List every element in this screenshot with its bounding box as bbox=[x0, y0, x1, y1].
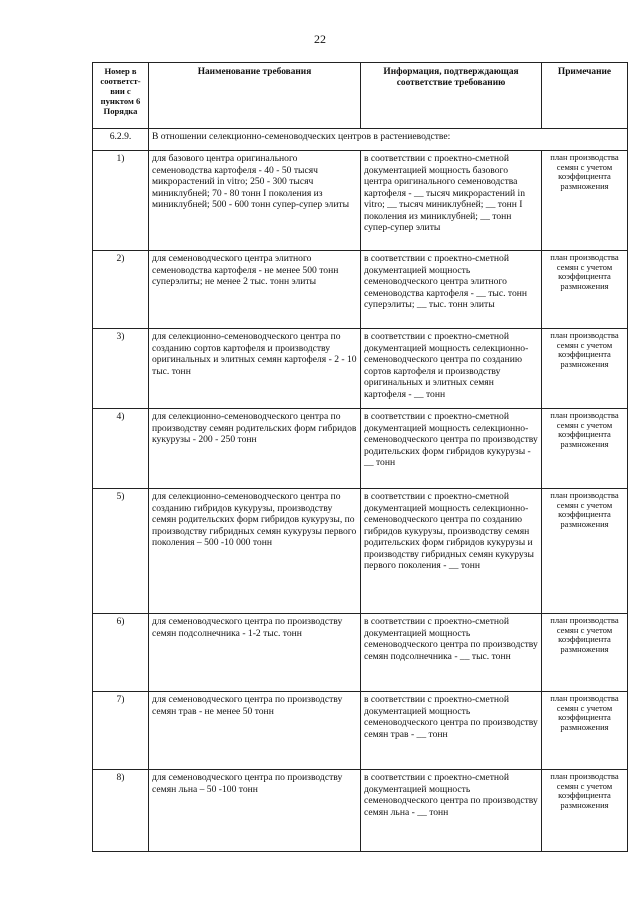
row-info: в соответствии с проектно-сметной документацией мощность семеноводческого центра элитного семеноводства картофеля - __ тыс. тонн суперэлиты; __ тыс. тонн элиты bbox=[361, 251, 542, 329]
row-info: в соответствии с проектно-сметной документацией мощность селекционно-семеноводческого центра по производству родительских форм гибридов кукурузы - __ тонн bbox=[361, 409, 542, 489]
row-note: план производства семян с учетом коэффициента размножения bbox=[542, 329, 628, 409]
requirements-table bbox=[92, 62, 628, 852]
row-info: в соответствии с проектно-сметной документацией мощность семеноводческого центра по производству семян льна - __ тонн bbox=[361, 770, 542, 852]
table-row bbox=[93, 770, 628, 852]
row-number: 8) bbox=[93, 770, 149, 852]
row-number: 2) bbox=[93, 251, 149, 329]
row-info: в соответствии с проектно-сметной документацией мощность семеноводческого центра по производству семян подсолнечника - __ тыс. тонн bbox=[361, 614, 542, 692]
row-requirement: для семеноводческого центра элитного семеноводства картофеля - не менее 500 тонн суперэлиты; не менее 2 тыс. тонн элиты bbox=[149, 251, 361, 329]
row-requirement: для семеноводческого центра по производству семян трав - не менее 50 тонн bbox=[149, 692, 361, 770]
row-number: 6) bbox=[93, 614, 149, 692]
row-info: в соответствии с проектно-сметной документацией мощность селекционно-семеноводческого центра по созданию сортов картофеля и производству оригинальных и элитных семян картофеля - __ тонн bbox=[361, 329, 542, 409]
section-title: В отношении селекционно-семеноводческих центров в растениеводстве: bbox=[149, 129, 628, 151]
row-number: 7) bbox=[93, 692, 149, 770]
section-number: 6.2.9. bbox=[93, 129, 149, 151]
row-requirement: для селекционно-семеноводческого центра по созданию сортов картофеля и производству оригинальных и элитных семян картофеля - 2 - 10 тыс. тонн bbox=[149, 329, 361, 409]
row-requirement: для селекционно-семеноводческого центра по созданию гибридов кукурузы, производству семян родительских форм гибридов кукурузы, по производству гибридных семян кукурузы первого поколения – 500 -10 000 тонн bbox=[149, 489, 361, 614]
header-note: Примечание bbox=[542, 63, 628, 129]
row-number: 3) bbox=[93, 329, 149, 409]
table-row bbox=[93, 151, 628, 251]
row-note: план производства семян с учетом коэффициента размножения bbox=[542, 692, 628, 770]
table-row bbox=[93, 251, 628, 329]
header-requirement: Наименование требования bbox=[149, 63, 361, 129]
header-number: Номер в соответст-вии с пунктом 6 Порядка bbox=[93, 63, 149, 129]
header-info: Информация, подтверждающая соответствие требованию bbox=[361, 63, 542, 129]
row-note: план производства семян с учетом коэффициента размножения bbox=[542, 151, 628, 251]
row-info: в соответствии с проектно-сметной документацией мощность базового центра оригинального семеноводства картофеля - __ тысяч микрорастений in vitro; __ тысяч миниклубней; __ тонн I поколения из миниклубней; __ тонн супер-супер элиты bbox=[361, 151, 542, 251]
table-row bbox=[93, 692, 628, 770]
table-row bbox=[93, 409, 628, 489]
row-number: 1) bbox=[93, 151, 149, 251]
table-header-row bbox=[93, 63, 628, 129]
row-number: 4) bbox=[93, 409, 149, 489]
section-row bbox=[93, 129, 628, 151]
row-note: план производства семян с учетом коэффициента размножения bbox=[542, 614, 628, 692]
page-number: 22 bbox=[314, 32, 326, 46]
row-note: план производства семян с учетом коэффициента размножения bbox=[542, 251, 628, 329]
row-info: в соответствии с проектно-сметной документацией мощность селекционно-семеноводческого центра по созданию гибридов кукурузы, производству семян родительских форм гибридов кукурузы и производству гибридных семян кукурузы первого поколения - __ тонн bbox=[361, 489, 542, 614]
row-info: в соответствии с проектно-сметной документацией мощность семеноводческого центра по производству семян трав - __ тонн bbox=[361, 692, 542, 770]
row-note: план производства семян с учетом коэффициента размножения bbox=[542, 489, 628, 614]
row-requirement: для базового центра оригинального семеноводства картофеля - 40 - 50 тысяч микрорастений in vitro; 250 - 300 тысяч миниклубней; 70 - 80 тонн I поколения из миниклубней; 500 - 600 тонн супер-супер элиты bbox=[149, 151, 361, 251]
row-requirement: для селекционно-семеноводческого центра по производству семян родительских форм гибридов кукурузы - 200 - 250 тонн bbox=[149, 409, 361, 489]
table-row bbox=[93, 489, 628, 614]
table-row bbox=[93, 329, 628, 409]
row-number: 5) bbox=[93, 489, 149, 614]
row-requirement: для семеноводческого центра по производству семян подсолнечника - 1-2 тыс. тонн bbox=[149, 614, 361, 692]
row-note: план производства семян с учетом коэффициента размножения bbox=[542, 409, 628, 489]
table-row bbox=[93, 614, 628, 692]
row-requirement: для семеноводческого центра по производству семян льна – 50 -100 тонн bbox=[149, 770, 361, 852]
row-note: план производства семян с учетом коэффициента размножения bbox=[542, 770, 628, 852]
